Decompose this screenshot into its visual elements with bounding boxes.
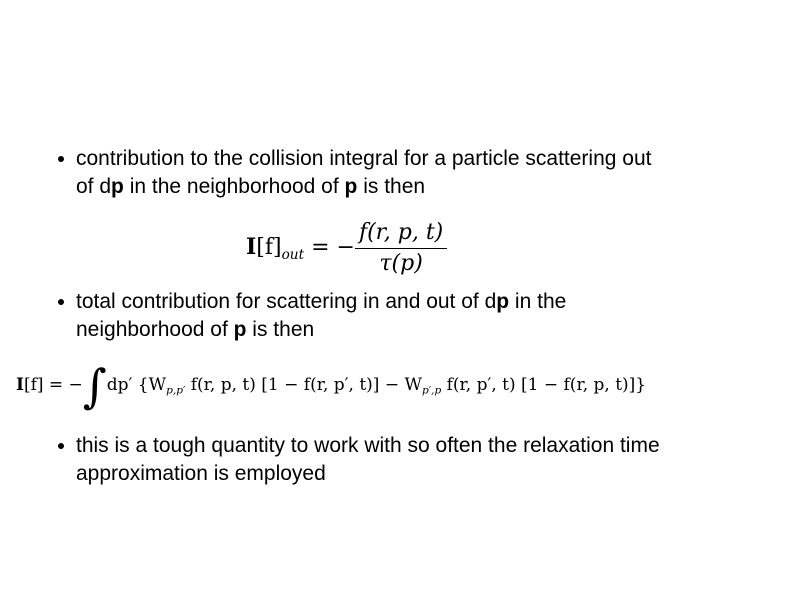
equation-total-collision bbox=[16, 355, 646, 415]
eq2-body-1: {W bbox=[132, 375, 167, 395]
eq1-lhs-symbol: I bbox=[246, 234, 257, 260]
bullet-1-bold-p-1: p bbox=[111, 175, 124, 198]
eq2-dp: dp′ bbox=[106, 375, 133, 395]
eq1-denominator: τ(p) bbox=[355, 248, 447, 277]
bullet-2-line-2 bbox=[76, 316, 776, 344]
eq2-subscript-2: p′,p bbox=[421, 384, 442, 397]
bullet-marker-1 bbox=[58, 147, 68, 162]
bullet-1-line-2-pre: of d bbox=[76, 175, 112, 198]
eq2-body-3: f(r, p′, t) [1 − f(r, p, t)]} bbox=[441, 375, 647, 395]
eq1-fraction bbox=[355, 220, 447, 277]
bullet-text-3 bbox=[76, 432, 776, 488]
bullet-3-line-1: this is a tough quantity to work with so often the relaxation time bbox=[76, 434, 660, 457]
bullet-2-bold-p-1: p bbox=[496, 290, 510, 313]
bullet-1-line-2-mid: in the neighborhood of bbox=[123, 175, 345, 198]
bullet-2-line-2-post: is then bbox=[246, 318, 315, 341]
bullet-marker-3 bbox=[58, 434, 68, 449]
bullet-text-2 bbox=[76, 288, 776, 344]
eq1-numerator: f(r, p, t) bbox=[358, 219, 444, 245]
bullet-1-line-2 bbox=[76, 173, 776, 201]
bullet-marker-2 bbox=[58, 290, 68, 305]
eq2-lhs-rest: [f] = − bbox=[23, 375, 83, 395]
bullet-1-line-2-post: is then bbox=[357, 175, 426, 198]
eq2-lhs-symbol: I bbox=[16, 375, 24, 395]
bullet-2-line-1-pre: total contribution for scattering in and out of d bbox=[76, 290, 497, 313]
eq1-equals: = − bbox=[304, 235, 355, 260]
eq2-integral-sign: ∫ bbox=[82, 358, 107, 413]
equation-out-collision bbox=[246, 216, 447, 278]
bullet-2-line-1 bbox=[76, 288, 776, 316]
bullet-1-line-1: contribution to the collision integral for a particle scattering out bbox=[76, 147, 652, 170]
bullet-2-bold-p-2: p bbox=[233, 318, 247, 341]
eq2-body-2: f(r, p, t) [1 − f(r, p′, t)] − W bbox=[185, 375, 422, 395]
bullet-1-bold-p-2: p bbox=[344, 175, 358, 198]
bullet-2-line-1-post: in the bbox=[509, 290, 567, 313]
eq1-lhs-subscript: out bbox=[281, 246, 305, 263]
bullet-2-line-2-pre: neighborhood of bbox=[76, 318, 234, 341]
bullet-3-line-2: approximation is employed bbox=[76, 462, 326, 485]
eq2-subscript-1: p,p′ bbox=[166, 384, 186, 397]
bullet-text-1 bbox=[76, 145, 776, 201]
eq1-lhs-rest: [f] bbox=[256, 235, 282, 260]
